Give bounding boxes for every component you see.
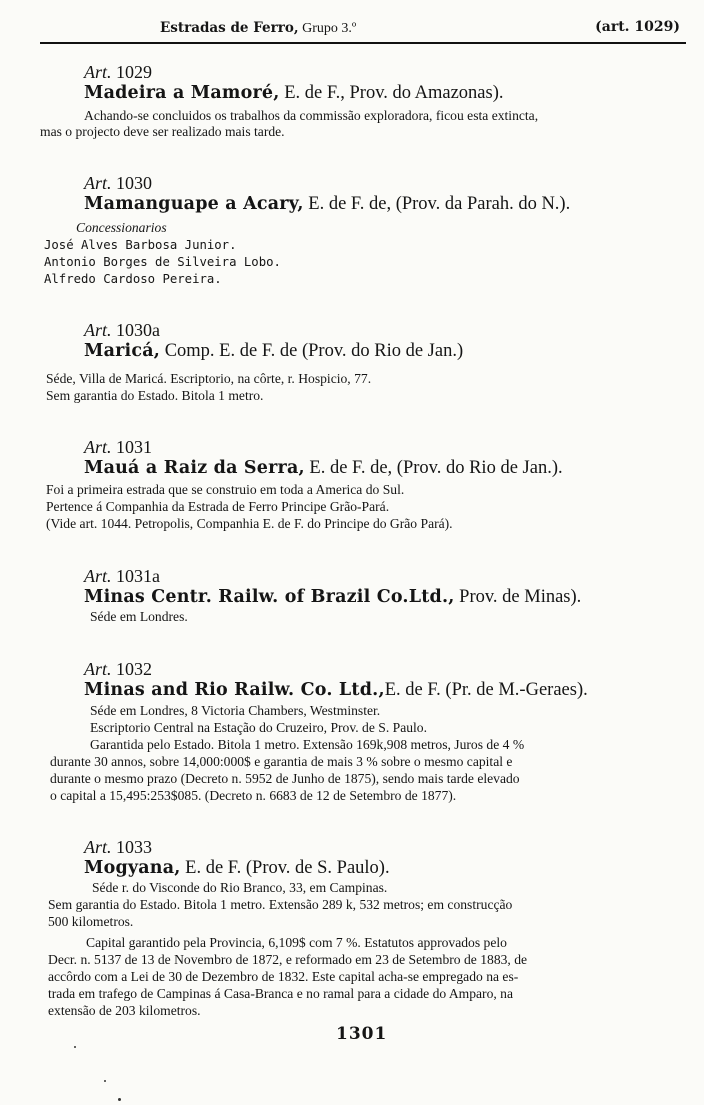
article-text-line: Escriptorio Central na Estação do Cruzeiro, Prov. de S. Paulo. <box>90 720 427 735</box>
article-title: Mamanguape a Acary, E. de F. de, (Prov. da Parah. do N.). <box>84 194 571 214</box>
concessionario-name: Alfredo Cardoso Pereira. <box>44 272 222 286</box>
article-label: Art. 1031a <box>84 566 161 586</box>
article-label: Art. 1033 <box>84 837 153 857</box>
article-text-line: Achando-se concluidos os trabalhos da commissão exploradora, ficou esta extincta, <box>84 108 539 123</box>
article-text-line: Foi a primeira estrada que se construio em toda a America do Sul. <box>46 482 405 497</box>
article-text-line: Séde em Londres, 8 Victoria Chambers, Westminster. <box>90 703 381 718</box>
page-number: 1301 <box>336 1024 388 1044</box>
article-text-line: Séde em Londres. <box>90 609 188 624</box>
concessionario-name: José Alves Barbosa Junior. <box>44 238 237 252</box>
article-label: Art. 1032 <box>84 659 153 679</box>
article-title: Mauá a Raiz da Serra, E. de F. de, (Prov. do Rio de Jan.). <box>84 458 563 478</box>
article-text-line: trada em trafego de Campinas á Casa-Branca e no ramal para a cidade do Amparo, na <box>48 986 514 1001</box>
article-text-line: Sem garantia do Estado. Bitola 1 metro. <box>46 388 264 403</box>
article-text-line: o capital a 15,495:253$085. (Decreto n. 6683 de 12 de Setembro de 1877). <box>50 788 457 803</box>
article-text-line: accôrdo com a Lei de 30 de Dezembro de 1832. Este capital acha-se empregado na es- <box>48 969 519 984</box>
article-text-line: Pertence á Companhia da Estrada de Ferro Principe Grão-Pará. <box>46 499 390 514</box>
article-label: Art. 1030a <box>84 320 161 340</box>
article-text-line: durante o mesmo prazo (Decreto n. 5952 de Junho de 1875), sendo mais tarde elevado <box>50 771 520 786</box>
article-text-line: Capital garantido pela Provincia, 6,109$ com 7 %. Estatutos approvados pelo <box>86 935 507 950</box>
article-title: Mogyana, E. de F. (Prov. de S. Paulo). <box>84 858 390 878</box>
article-label: Art. 1029 <box>84 62 153 82</box>
article-title: Minas and Rio Railw. Co. Ltd.,E. de F. (Pr. de M.-Geraes). <box>84 680 588 700</box>
article-title: Minas Centr. Railw. of Brazil Co.Ltd., Prov. de Minas). <box>84 587 582 607</box>
ink-speck <box>104 1080 106 1082</box>
ink-speck <box>74 1046 76 1048</box>
article-text-line: 500 kilometros. <box>48 914 134 929</box>
article-text-line: Garantida pelo Estado. Bitola 1 metro. Extensão 169k,908 metros, Juros de 4 % <box>90 737 525 752</box>
article-text-line: Decr. n. 5137 de 13 de Novembro de 1872, e reformado em 23 de Setembro de 1883, de <box>48 952 528 967</box>
article-text-line: Séde r. do Visconde do Rio Branco, 33, em Campinas. <box>92 880 388 895</box>
article-title: Madeira a Mamoré, E. de F., Prov. do Amazonas). <box>84 83 504 103</box>
article-text-line: durante 30 annos, sobre 14,000:000$ e garantia de mais 3 % sobre o mesmo capital e <box>50 754 513 769</box>
article-text-line: extensão de 203 kilometros. <box>48 1003 201 1018</box>
header-article-ref: (art. 1029) <box>595 19 680 35</box>
concessionarios-heading: Concessionarios <box>76 220 167 235</box>
article-text-line: Séde, Villa de Maricá. Escriptorio, na côrte, r. Hospicio, 77. <box>46 371 372 386</box>
running-title: Estradas de Ferro, Grupo 3.º <box>160 20 357 36</box>
ink-speck <box>118 1098 121 1101</box>
running-header <box>40 14 686 44</box>
article-title: Maricá, Comp. E. de F. de (Prov. do Rio de Jan.) <box>84 341 464 361</box>
article-text-line: Sem garantia do Estado. Bitola 1 metro. Extensão 289 k, 532 metros; em construcção <box>48 897 513 912</box>
article-text-line: mas o projecto deve ser realizado mais tarde. <box>40 124 285 139</box>
article-label: Art. 1030 <box>84 173 153 193</box>
article-label: Art. 1031 <box>84 437 153 457</box>
article-text-line: (Vide art. 1044. Petropolis, Companhia E. de F. do Principe do Grão Pará). <box>46 516 453 531</box>
concessionario-name: Antonio Borges de Silveira Lobo. <box>44 255 281 269</box>
